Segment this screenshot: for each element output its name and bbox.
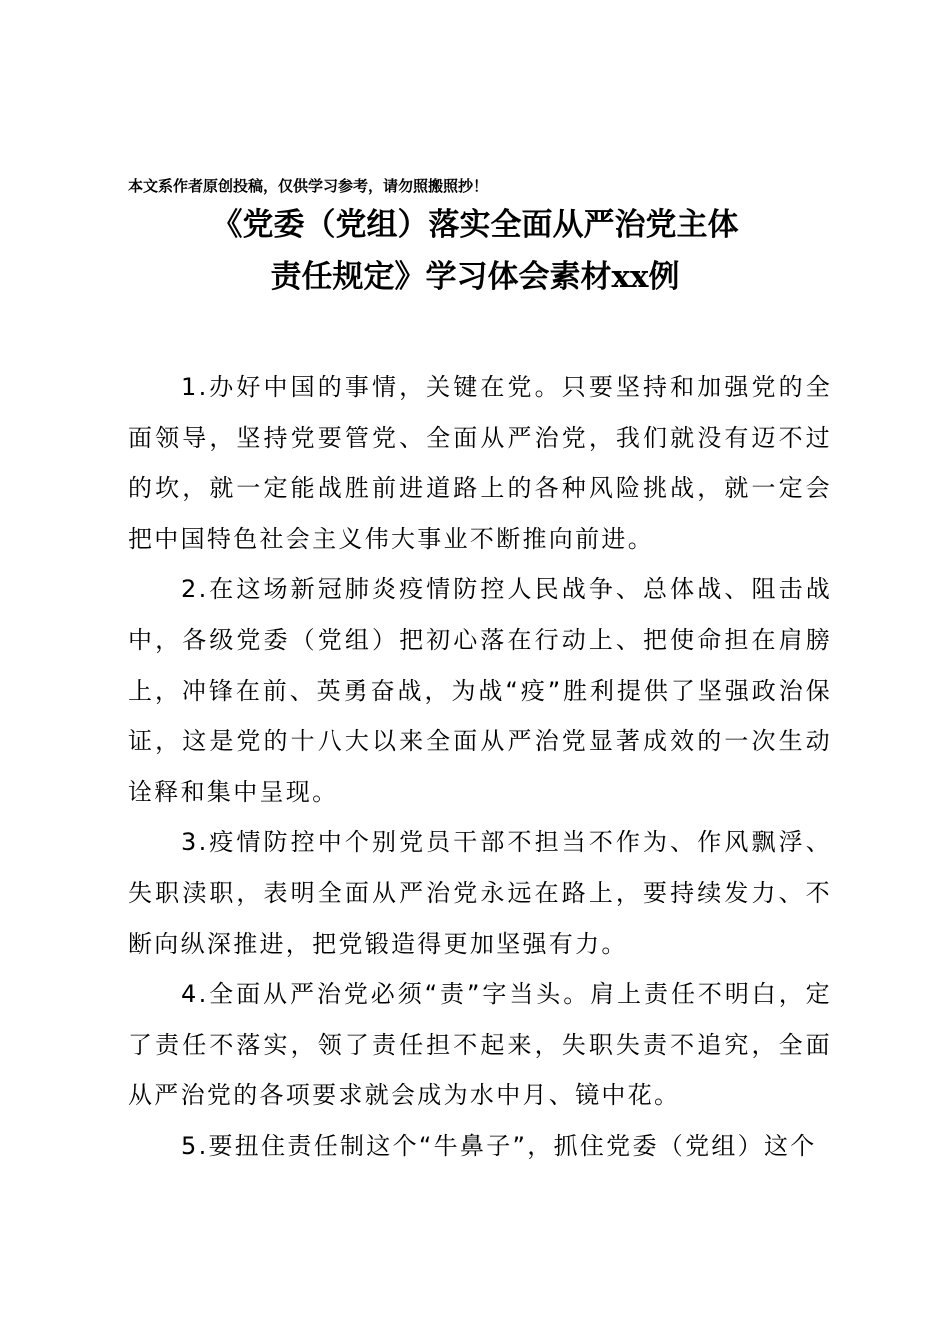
paragraph-5: 5.要扭住责任制这个“牛鼻子”，抓住党委（党组）这个	[181, 1131, 817, 1160]
copyright-notice: 本文系作者原创投稿，仅供学习参考，请勿照搬照抄！	[128, 177, 489, 195]
paragraph-1: 1.办好中国的事情，关键在党。只要坚持和加强党的全面领导，坚持党要管党、全面从严治党，我们就没有迈不过的坎，就一定能战胜前进道路上的各种风险挑战，就一定会把中国特色社会主义伟大事业不断推向前进。	[128, 373, 832, 553]
paragraph-2: 2.在这场新冠肺炎疫情防控人民战争、总体战、阻击战中，各级党委（党组）把初心落在行动上、把使命担在肩膀上，冲锋在前、英勇奋战，为战“疫”胜利提供了坚强政治保证，这是党的十八大以来全面从严治党显著成效的一次生动诠释和集中呈现。	[128, 575, 832, 806]
paragraph-3: 3.疫情防控中个别党员干部不担当不作为、作风飘浮、失职渎职，表明全面从严治党永远在路上，要持续发力、不断向纵深推进，把党锻造得更加坚强有力。	[128, 828, 832, 958]
paragraph-4: 4.全面从严治党必须“责”字当头。肩上责任不明白，定了责任不落实，领了责任担不起来，失职失责不追究，全面从严治党的各项要求就会成为水中月、镜中花。	[128, 980, 832, 1110]
document-body	[128, 362, 832, 1172]
document-title-line-2: 责任规定》学习体会素材xx例	[270, 259, 680, 295]
document-title-line-1: 《党委（党组）落实全面从严治党主体	[211, 207, 739, 243]
